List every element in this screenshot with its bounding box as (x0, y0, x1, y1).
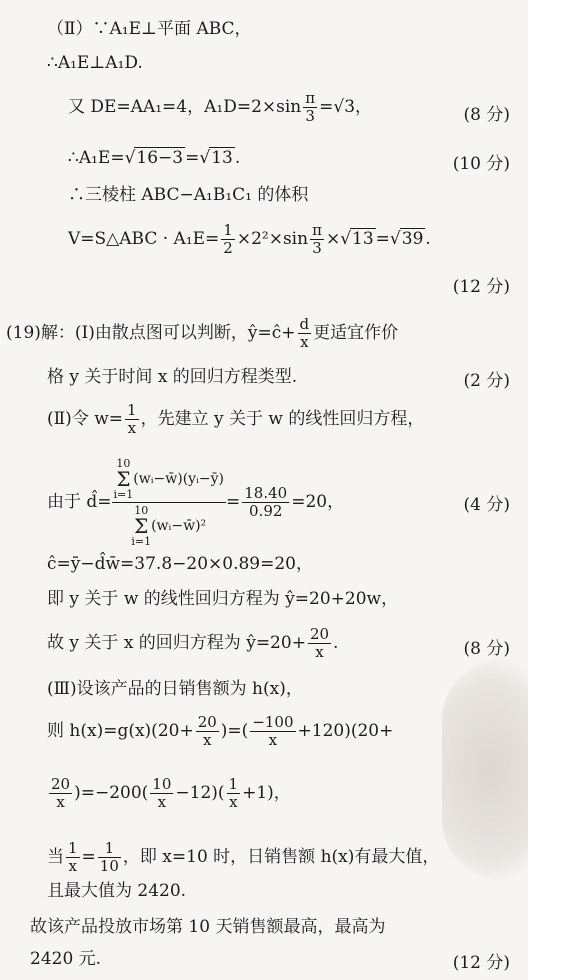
fraction (298, 316, 312, 351)
text: ，先建立 y 关于 w 的线性回归方程， (140, 409, 425, 429)
part2-line-5 (68, 184, 528, 206)
fraction-den: 10 (99, 857, 119, 875)
text: ∴三棱柱 ABC−A₁B₁C₁ 的体积 (68, 185, 309, 205)
text: V=S△ABC · A₁E= (68, 229, 220, 249)
part2-line-1 (47, 18, 528, 40)
fraction-den: 3 (312, 239, 322, 257)
fraction (98, 840, 121, 875)
fraction-num: 10 (152, 775, 172, 793)
fraction-den: x (315, 643, 324, 661)
fraction-num: π (312, 221, 322, 239)
text: =√3， (319, 97, 373, 117)
text: × (325, 229, 341, 249)
text: = (185, 148, 200, 168)
fraction (227, 776, 241, 811)
fraction-num: 20 (309, 625, 330, 643)
text: ∴A₁E= (68, 148, 125, 168)
den-body: (wᵢ−w̄)² (151, 518, 207, 534)
score-12: (12 分) (452, 953, 510, 973)
radicand: 39 (401, 229, 424, 249)
text: −12)( (175, 783, 225, 803)
text: = (375, 229, 390, 249)
fraction-num: 18.40 (244, 484, 288, 502)
text: 且最大值为 2420. (47, 881, 187, 901)
fraction (125, 402, 139, 437)
fraction-num: 20 (51, 775, 71, 793)
text: ×2²×sin (236, 229, 309, 249)
text: 故 y 关于 x 的回归方程为 ŷ=20+ (47, 633, 306, 653)
fraction-den: 3 (305, 107, 315, 125)
text: ∴A₁E⊥A₁D. (47, 53, 143, 73)
fraction-den: 0.92 (249, 502, 283, 520)
fraction-num: 1 (98, 840, 121, 858)
text: )=( (220, 721, 249, 741)
text: 即 y 关于 w 的线性回归方程为 ŷ=20+20w， (47, 589, 399, 609)
fraction-den: x (203, 731, 212, 749)
fraction-num: d (299, 315, 310, 333)
text: 故该产品投放市场第 10 天销售额最高，最高为 (30, 917, 386, 937)
sum-bottom: i=1 (131, 535, 152, 548)
fraction-num: 20 (197, 713, 217, 731)
fraction-den (112, 503, 226, 547)
part2-line-2 (47, 52, 528, 74)
fraction (66, 840, 80, 875)
fraction-num: 1 (68, 839, 78, 857)
fraction (250, 714, 295, 749)
fraction (196, 714, 219, 749)
fraction-num: 1 (127, 401, 137, 419)
fraction-den: x (127, 419, 137, 437)
q19-line-9 (47, 714, 528, 749)
text: +1)， (242, 783, 291, 803)
score-10: (10 分) (452, 154, 510, 174)
fraction-den: x (68, 857, 77, 875)
fraction-num: π (305, 89, 316, 107)
text: 更适宜作价 (313, 323, 399, 343)
score-8: (8 分) (463, 639, 510, 659)
q19-line-12 (47, 880, 528, 902)
fraction (310, 222, 324, 257)
text: 由于 d̂= (47, 492, 112, 512)
score-4: (4 分) (463, 495, 510, 515)
q19-line-11 (47, 840, 528, 875)
score-12: (12 分) (452, 277, 510, 297)
text: （Ⅱ）∵A₁E⊥平面 ABC， (47, 19, 252, 39)
fraction-den: x (229, 793, 238, 811)
part2-line-4: ∴A₁E=√16−3 =√13 . (68, 148, 241, 168)
sum-bottom: i=1 (113, 488, 134, 501)
part2-line-6: V=S△ABC · A₁E= $\frac{1}{2}$ ×2²×sin $\frac{\pi}{3}$ ×√13 =√39 . (68, 221, 431, 257)
q19-line-5 (47, 553, 528, 575)
num-body: (wᵢ−w̄)(yᵢ−ȳ) (133, 471, 224, 487)
text: (19)解：(Ⅰ)由散点图可以判断，ŷ=ĉ+ (6, 323, 296, 343)
q19-line-3 (47, 402, 528, 437)
fraction (308, 626, 331, 661)
sum-symbol: 10 Σ i=1 (131, 504, 152, 548)
text: (Ⅱ)令 w= (47, 409, 124, 429)
text: . (333, 633, 339, 653)
text: (Ⅲ)设该产品的日销售额为 h(x)， (47, 679, 303, 699)
fraction-den: 2 (223, 239, 233, 257)
sum-top: 10 (134, 504, 149, 517)
fraction-den: x (300, 333, 309, 351)
text: 2420 元. (30, 949, 102, 969)
q19-line-13 (30, 916, 528, 938)
text: = (226, 492, 241, 512)
text: 又 DE=AA₁=4，A₁D=2×sin (68, 97, 302, 117)
text: 格 y 关于时间 x 的回归方程类型. (47, 367, 298, 387)
text: = (81, 847, 96, 867)
text: . (234, 148, 241, 168)
fraction (150, 776, 173, 811)
text: )=−200( (74, 783, 149, 803)
fraction (49, 776, 72, 811)
q19-line-4 (47, 458, 528, 547)
fraction-den: x (56, 793, 65, 811)
q19-line-1 (6, 316, 528, 351)
fraction (221, 222, 235, 257)
text: +120)(20+ (297, 721, 394, 741)
part2-line-3 (68, 90, 528, 125)
text: . (425, 229, 431, 249)
fraction-den: x (268, 731, 278, 749)
fraction (242, 485, 289, 520)
fraction-num: −100 (252, 713, 294, 731)
fraction-den: x (157, 793, 167, 811)
text: ，即 x=10 时，日销售额 h(x)有最大值， (122, 847, 440, 867)
q19-line-8 (47, 678, 528, 700)
regression-fraction (112, 458, 226, 547)
fraction (303, 90, 317, 125)
text: 则 h(x)=g(x)(20+ (47, 721, 194, 741)
fraction-num: 1 (228, 775, 239, 793)
radicand: 13 (352, 229, 374, 249)
radicand: 16−3 (136, 148, 184, 168)
text: ĉ=ȳ−d̂w̄=37.8−20×0.89=20， (47, 554, 313, 574)
score-2: (2 分) (463, 371, 510, 391)
score-8: (8 分) (463, 105, 510, 125)
radicand: 13 (211, 148, 233, 168)
text: 当 (47, 847, 64, 867)
q19-line-2 (47, 366, 528, 388)
sum-symbol: 10 Σ i=1 (113, 457, 134, 501)
q19-line-7 (47, 626, 528, 661)
fraction-num (112, 458, 226, 503)
fraction-num: 1 (223, 221, 233, 239)
q19-line-6 (47, 588, 528, 610)
text: =20， (291, 492, 345, 512)
sum-top: 10 (116, 457, 131, 470)
q19-line-10 (47, 776, 528, 811)
